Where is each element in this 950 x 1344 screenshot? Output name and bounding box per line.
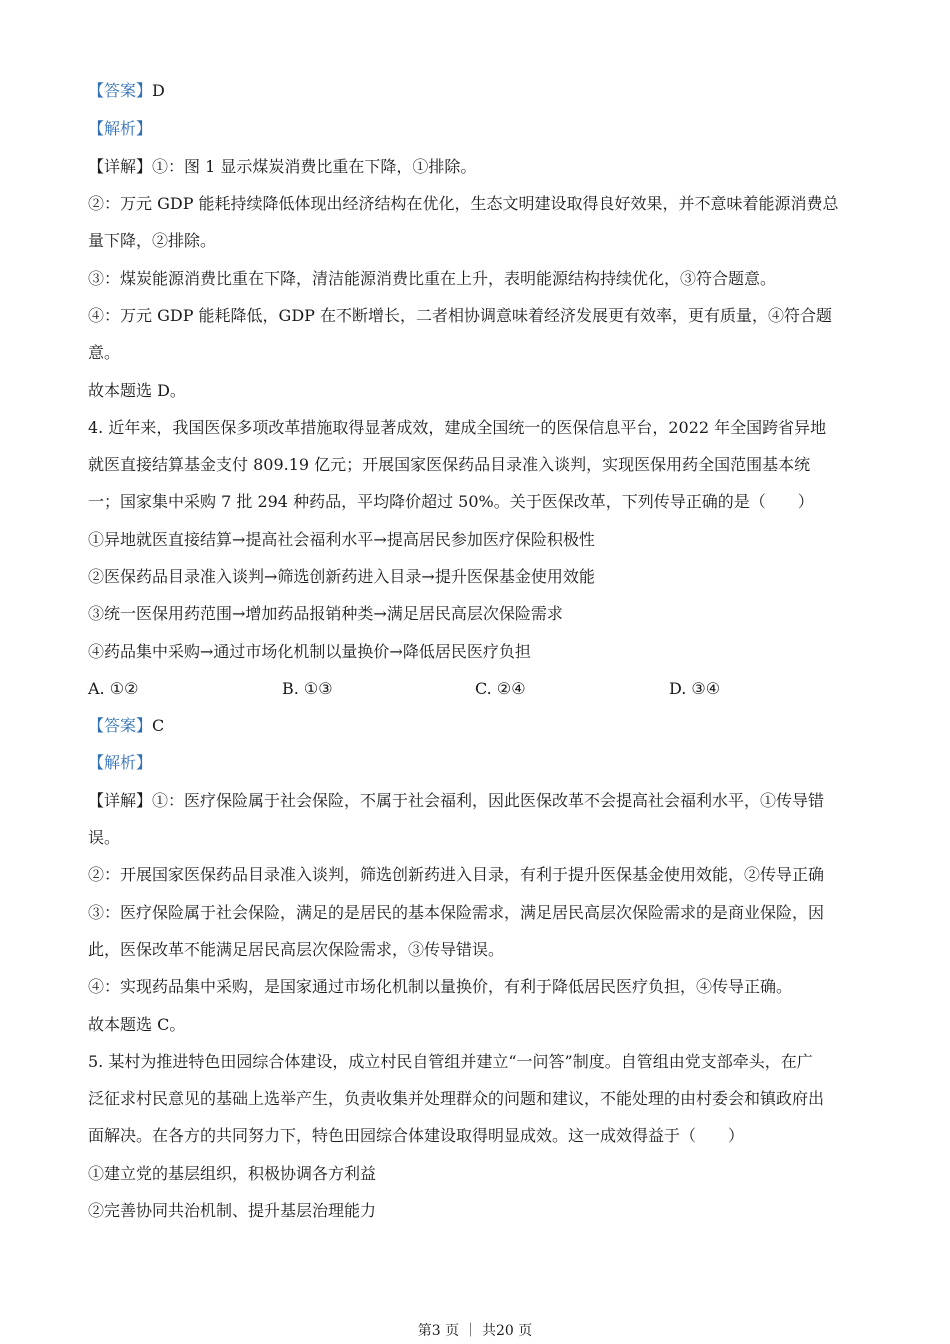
q3-analysis-tag: 【解析】 [88,119,153,138]
q4-option-b: B. ①③ [282,679,333,698]
q4-option-c: C. ②④ [475,679,526,698]
detail-text: ①：图 1 显示煤炭消费比重在下降，①排除。 [152,157,477,176]
q4-item: ④药品集中采购→通过市场化机制以量换价→降低居民医疗负担 [88,642,531,661]
detail-text: ①：医疗保险属于社会保险，不属于社会福利，因此医保改革不会提高社会福利水平，①传导错 [152,791,825,810]
q4-item: ③统一医保用药范围→增加药品报销种类→满足居民高层次保险需求 [88,604,563,623]
q4-detail-line: ④：实现药品集中采购，是国家通过市场化机制以量换价，有利于降低居民医疗负担，④传导正确。 [88,977,793,996]
q5-stem-line: 面解决。在各方的共同努力下，特色田园综合体建设取得明显成效。这一成效得益于（ ） [88,1126,745,1145]
q3-detail-line [88,156,868,178]
q3-conclusion: 故本题选 D。 [88,381,186,400]
q3-detail-line: ②：万元 GDP 能耗持续降低体现出经济结构在优化，生态文明建设取得良好效果，并不意味着能源消费总 [88,194,839,213]
q4-item: ①异地就医直接结算→提高社会福利水平→提高居民参加医疗保险积极性 [88,530,595,549]
detail-tag: 【详解】 [88,157,153,176]
q3-detail-line: 意。 [88,343,121,362]
page-footer: 第3 页 ｜ 共20 页 [417,1323,533,1339]
q4-detail-line: 误。 [88,828,121,847]
q3-answer [88,80,868,102]
q4-detail-line [88,790,868,812]
q4-stem-line: 就医直接结算基金支付 809.19 亿元；开展国家医保药品目录准入谈判，实现医保用药全国范围基本统 [88,455,811,474]
answer-value: D [152,81,165,100]
q4-analysis-tag: 【解析】 [88,753,153,772]
q3-detail-line: 量下降，②排除。 [88,231,217,250]
answer-tag: 【答案】 [88,81,153,100]
q4-detail-line: ②：开展国家医保药品目录准入谈判，筛选创新药进入目录，有利于提升医保基金使用效能，②传导正确 [88,865,825,884]
q4-detail-line: 此，医保改革不能满足居民高层次保险需求，③传导错误。 [88,940,505,959]
q5-item: ②完善协同共治机制、提升基层治理能力 [88,1201,377,1220]
q4-answer [88,715,868,737]
detail-tag: 【详解】 [88,791,153,810]
q4-detail-line: ③：医疗保险属于社会保险，满足的是居民的基本保险需求，满足居民高层次保险需求的是商业保险，因 [88,903,825,922]
q4-option-d: D. ③④ [669,679,721,698]
q4-stem-line: 一；国家集中采购 7 批 294 种药品，平均降价超过 50%。关于医保改革，下列传导正确的是（ ） [88,492,814,511]
answer-tag: 【答案】 [88,716,153,735]
answer-value: C [152,716,165,735]
q4-conclusion: 故本题选 C。 [88,1015,186,1034]
q3-detail-line: ③：煤炭能源消费比重在下降，清洁能源消费比重在上升，表明能源结构持续优化，③符合题意。 [88,269,777,288]
q3-detail-line: ④：万元 GDP 能耗降低，GDP 在不断增长，二者相协调意味着经济发展更有效率，更有质量，④符合题 [88,306,833,325]
q4-item: ②医保药品目录准入谈判→筛选创新药进入目录→提升医保基金使用效能 [88,567,595,586]
q5-stem-line: 5. 某村为推进特色田园综合体建设，成立村民自管组并建立“一问答”制度。自管组由党支部牵头，在广 [88,1052,813,1071]
q5-item: ①建立党的基层组织，积极协调各方利益 [88,1164,377,1183]
q4-stem-line: 4. 近年来，我国医保多项改革措施取得显著成效，建成全国统一的医保信息平台，2022 年全国跨省异地 [88,418,827,437]
q4-option-a: A. ①② [88,679,139,698]
q5-stem-line: 泛征求村民意见的基础上选举产生，负责收集并处理群众的问题和建议，不能处理的由村委会和镇政府出 [88,1089,825,1108]
